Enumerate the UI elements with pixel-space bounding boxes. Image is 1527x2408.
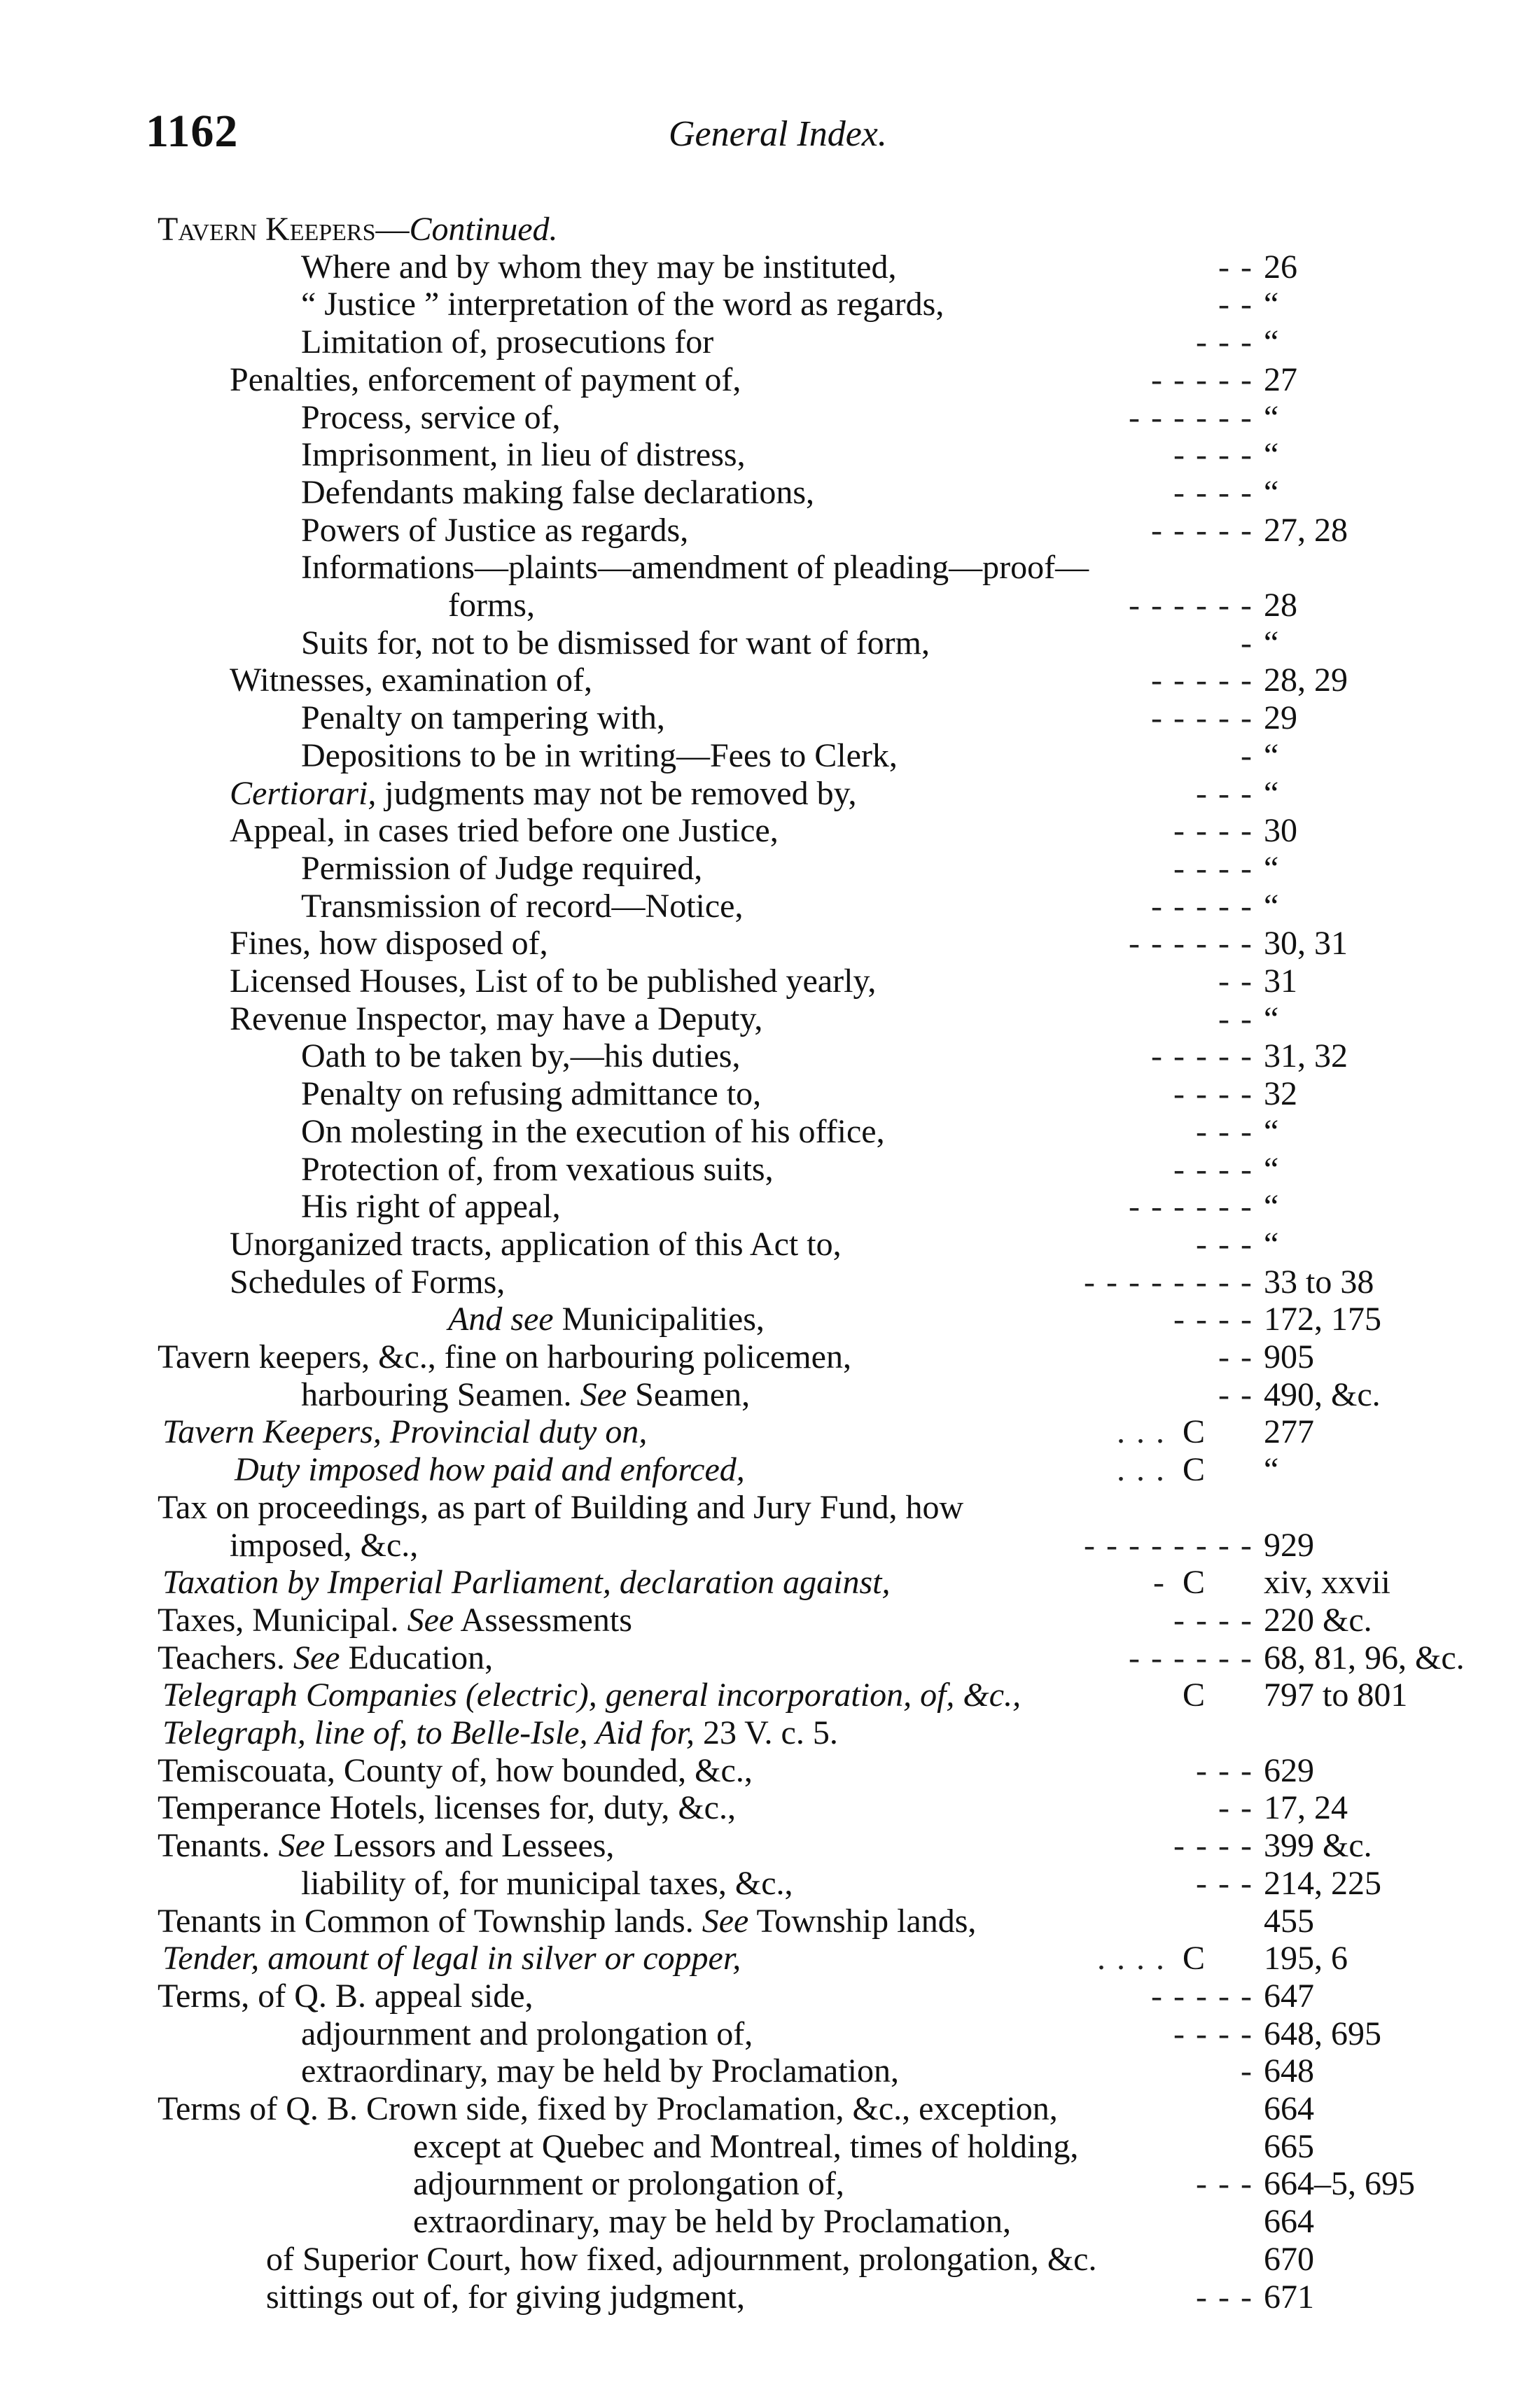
index-entry [0, 210, 1527, 249]
entry-page-ref: “ [1264, 888, 1279, 925]
entry-main: Licensed Houses, List of to be published yearly, [230, 962, 877, 1000]
index-entry [0, 1450, 1527, 1490]
entry-text [301, 1187, 561, 1226]
entry-text [413, 2164, 844, 2204]
entry-main: extraordinary, may be held by Proclamation, [413, 2203, 1011, 2240]
entry-column-mark: C [1182, 1451, 1205, 1488]
entry-main: Depositions to be in writing—Fees to Clerk, [301, 737, 898, 774]
entry-leader: - [1241, 624, 1253, 662]
entry-italic: Tavern Keepers, Provincial duty on, [162, 1413, 648, 1450]
entry-page-ref: 664–5, 695 [1264, 2165, 1415, 2202]
index-entry [0, 699, 1527, 738]
entry-text [301, 2015, 753, 2054]
entry-main: Process, service of, [301, 399, 561, 436]
index-entry [0, 1263, 1527, 1302]
index-entry [0, 1376, 1527, 1415]
entry-text [162, 1676, 1021, 1715]
entry-page-ref: “ [1264, 286, 1279, 323]
index-entry [0, 1037, 1527, 1076]
entry-main: adjournment and prolongation of, [301, 2015, 753, 2052]
entry-leader: - - - [1196, 1865, 1253, 1902]
entry-main: 23 V. c. 5. [694, 1714, 838, 1751]
entry-see-target: Assessments [454, 1602, 632, 1639]
index-entry [0, 1526, 1527, 1565]
entry-main: Penalty on refusing admittance to, [301, 1075, 762, 1112]
index-entry [0, 2240, 1527, 2279]
entry-main: Protection of, from vexatious suits, [301, 1151, 774, 1188]
entry-page-ref: 797 to 801 [1264, 1676, 1408, 1714]
index-entry [0, 1826, 1527, 1865]
entry-page-ref: 29 [1264, 699, 1297, 736]
entry-main: Tenants in Common of Township lands. [158, 1903, 694, 1940]
index-entry [0, 736, 1527, 776]
index-entry [0, 2015, 1527, 2054]
entry-page-ref: “ [1264, 436, 1279, 473]
entry-page-ref: “ [1264, 850, 1279, 887]
entry-text [301, 548, 1089, 587]
entry-text [413, 2127, 1078, 2166]
entry-leader: - - - - - - [1129, 1639, 1253, 1676]
entry-leader: - - - - - - [1129, 1188, 1253, 1225]
entry-page-ref: “ [1264, 1226, 1279, 1263]
entry-text [301, 736, 898, 776]
entry-page-ref: “ [1264, 474, 1279, 511]
entry-page-ref: 277 [1264, 1413, 1314, 1450]
entry-see: See [693, 1903, 749, 1940]
entry-text [158, 1601, 632, 1640]
entry-leader: - - - - - - [1129, 399, 1253, 436]
entry-see: See [571, 1376, 627, 1413]
entry-italic: And see [448, 1301, 554, 1338]
entry-page-ref: xiv, xxvii [1264, 1564, 1390, 1601]
entry-leader: - [1241, 2052, 1253, 2090]
index-entry [0, 1864, 1527, 1903]
entry-text [158, 2090, 1058, 2129]
entry-text [301, 398, 561, 438]
entry-continued: Continued. [409, 211, 558, 248]
index-entry [0, 1563, 1527, 1602]
entry-main: harbouring Seamen. [301, 1376, 572, 1413]
entry-main: sittings out of, for giving judgment, [266, 2278, 745, 2316]
entry-page-ref: 31 [1264, 962, 1297, 1000]
entry-see: See [398, 1602, 454, 1639]
entry-page-ref: 671 [1264, 2278, 1314, 2316]
index-entry [0, 2202, 1527, 2241]
entry-text [301, 887, 743, 926]
entry-text [301, 511, 688, 550]
entry-leader: - - [1218, 248, 1253, 286]
entry-main: Imprisonment, in lieu of distress, [301, 436, 746, 473]
index-entry [0, 1225, 1527, 1264]
entry-main: Temiscouata, County of, how bounded, &c., [158, 1752, 753, 1789]
entry-page-ref: “ [1264, 1188, 1279, 1225]
entry-leader: - - [1218, 1338, 1253, 1376]
index-entry [0, 1977, 1527, 2016]
index-entry [0, 248, 1527, 287]
index-entry [0, 1000, 1527, 1039]
entry-text [158, 1751, 753, 1791]
entry-page-ref: 665 [1264, 2128, 1314, 2165]
page-number: 1162 [146, 106, 239, 157]
index-entry [0, 1902, 1527, 1941]
entry-column-mark: C [1182, 1413, 1205, 1450]
entry-leader: - - [1218, 286, 1253, 323]
entry-leader: - - - [1196, 2278, 1253, 2316]
entry-leader: - - - - [1173, 850, 1253, 887]
entry-main: On molesting in the execution of his office, [301, 1113, 885, 1150]
entry-text [230, 962, 876, 1001]
entry-page-ref: 17, 24 [1264, 1789, 1348, 1826]
entry-text [266, 2278, 745, 2317]
entry-italic: Telegraph, line of, to Belle-Isle, Aid for, [162, 1714, 695, 1751]
entry-leader: - - - - [1173, 2015, 1253, 2052]
entry-text [162, 1939, 741, 1978]
index-entry [0, 1939, 1527, 1978]
entry-page-ref: 648, 695 [1264, 2015, 1381, 2052]
entry-see-target: Lessors and Lessees, [325, 1827, 615, 1864]
entry-page-ref: “ [1264, 737, 1279, 774]
entry-page-ref: 27, 28 [1264, 512, 1348, 549]
entry-main: Schedules of Forms, [230, 1264, 505, 1301]
entry-italic: Duty imposed how paid and enforced, [235, 1451, 745, 1488]
entry-leader: - - - [1196, 1226, 1253, 1263]
entry-leader: - - - [1196, 1113, 1253, 1150]
entry-page-ref: 28 [1264, 587, 1297, 624]
index-entry [0, 2090, 1527, 2129]
index-entry [0, 473, 1527, 512]
index-entry [0, 624, 1527, 663]
entry-text [230, 1526, 418, 1565]
entry-main: Transmission of record—Notice, [301, 888, 744, 925]
entry-leader: - [1241, 737, 1253, 774]
entry-main: Teachers. [158, 1639, 285, 1676]
entry-text [230, 1000, 762, 1039]
entry-text [301, 473, 814, 512]
entry-page-ref: “ [1264, 323, 1279, 360]
index-entry [0, 511, 1527, 550]
index-entry [0, 887, 1527, 926]
index-entry [0, 1074, 1527, 1114]
entry-page-ref: 28, 29 [1264, 662, 1348, 699]
entry-text [301, 248, 896, 287]
entry-leader: - - - - - [1151, 361, 1253, 398]
index-entry [0, 360, 1527, 400]
entry-italic: Certiorari, [230, 775, 377, 812]
entry-text [266, 2240, 1096, 2279]
entry-text [158, 1826, 614, 1865]
entry-leader: - - - - - [1151, 512, 1253, 549]
index-entry [0, 1488, 1527, 1527]
entry-main: except at Quebec and Montreal, times of holding, [413, 2128, 1079, 2165]
entry-see: See [284, 1639, 340, 1676]
entry-main: of Superior Court, how fixed, adjournment, prolongation, &c. [266, 2241, 1097, 2278]
entry-main: Penalty on tampering with, [301, 699, 665, 736]
entry-text [301, 1376, 750, 1415]
entry-main: Oath to be taken by,—his duties, [301, 1037, 741, 1074]
entry-text [301, 1150, 774, 1189]
entry-see-target: Seamen, [627, 1376, 751, 1413]
entry-text [235, 1450, 745, 1490]
index-entry [0, 1639, 1527, 1678]
entry-page-ref: “ [1264, 399, 1279, 436]
entry-page-ref: 30 [1264, 812, 1297, 849]
entry-page-ref: “ [1264, 775, 1279, 812]
entry-page-ref: 27 [1264, 361, 1297, 398]
entry-column-mark: C [1182, 1676, 1205, 1714]
entry-main: His right of appeal, [301, 1188, 561, 1225]
entry-main: Witnesses, examination of, [230, 662, 592, 699]
index-entry [0, 1714, 1527, 1753]
entry-leader: - - - [1196, 323, 1253, 360]
entry-page-ref: “ [1264, 1451, 1279, 1488]
entry-leader: - - - - [1173, 812, 1253, 849]
entry-leader: - - - - - [1151, 888, 1253, 925]
entry-main: extraordinary, may be held by Proclamation, [301, 2052, 899, 2090]
index-entry [0, 811, 1527, 850]
entry-main: Informations—plaints—amendment of pleading—proof— [301, 549, 1089, 586]
entry-main: Terms of Q. B. Crown side, fixed by Proclamation, &c., exception, [158, 2090, 1058, 2127]
entry-text [158, 1788, 736, 1828]
entry-text [301, 849, 702, 888]
entry-main: Fines, how disposed of, [230, 925, 548, 962]
entry-page-ref: 68, 81, 96, &c. [1264, 1639, 1465, 1676]
entry-text [158, 210, 558, 249]
entry-page-ref: 664 [1264, 2203, 1314, 2240]
entry-page-ref: “ [1264, 624, 1279, 662]
index-entry [0, 2164, 1527, 2204]
index-entry [0, 586, 1527, 625]
entry-text [301, 1074, 761, 1114]
index-entry [0, 323, 1527, 362]
entry-italic: Taxation by Imperial Parliament, declaration against, [162, 1564, 891, 1601]
entry-leader: - - - - - - [1129, 925, 1253, 962]
entry-text [230, 924, 548, 963]
entry-leader: - - - - - [1151, 1977, 1253, 2015]
entry-text [448, 1300, 765, 1339]
entry-text [448, 586, 535, 625]
entry-page-ref: 195, 6 [1264, 1940, 1348, 1977]
entry-main: Suits for, not to be dismissed for want of form, [301, 624, 930, 662]
entry-text [301, 323, 713, 362]
entry-leader: - - [1218, 1000, 1253, 1037]
entry-leader: - - - [1196, 2165, 1253, 2202]
index-entry [0, 2127, 1527, 2166]
index-entry [0, 1150, 1527, 1189]
entry-page-ref: 664 [1264, 2090, 1314, 2127]
entry-main: Temperance Hotels, licenses for, duty, &c., [158, 1789, 736, 1826]
entry-text [230, 811, 779, 850]
entry-text [158, 1488, 963, 1527]
index-entry [0, 924, 1527, 963]
index-entry [0, 1300, 1527, 1339]
index-entry [0, 548, 1527, 587]
entry-main: Where and by whom they may be instituted, [301, 248, 897, 286]
index-entry [0, 849, 1527, 888]
entry-main: forms, [448, 587, 535, 624]
entry-leader: - [1153, 1564, 1166, 1601]
entry-main: Tenants. [158, 1827, 270, 1864]
entry-text [301, 1864, 793, 1903]
entry-leader: - - - - [1173, 1602, 1253, 1639]
entry-text [301, 699, 665, 738]
entry-leader: - - - - [1173, 1151, 1253, 1188]
entry-main: Tavern keepers, &c., fine on harbouring policemen, [158, 1338, 851, 1376]
entry-leader: - - - [1196, 1752, 1253, 1789]
entry-page-ref: 905 [1264, 1338, 1314, 1376]
entry-text [230, 360, 741, 400]
entry-page-ref: “ [1264, 1000, 1279, 1037]
entry-main: Revenue Inspector, may have a Deputy, [230, 1000, 763, 1037]
entry-main: judgments may not be removed by, [376, 775, 857, 812]
entry-text [413, 2202, 1011, 2241]
entry-text [230, 774, 856, 813]
entry-leader: . . . . [1097, 1940, 1166, 1977]
entry-leader: - - - - - [1151, 662, 1253, 699]
entry-page-ref: 648 [1264, 2052, 1314, 2090]
entry-page-ref: “ [1264, 1151, 1279, 1188]
entry-leader: - - - - - [1151, 1037, 1253, 1074]
entry-main: Tax on proceedings, as part of Building and Jury Fund, how [158, 1489, 964, 1526]
entry-main: Appeal, in cases tried before one Justice, [230, 812, 779, 849]
entry-page-ref: 214, 225 [1264, 1865, 1381, 1902]
index-entry [0, 1413, 1527, 1452]
entry-page-ref: 490, &c. [1264, 1376, 1381, 1413]
entry-see: See [270, 1827, 326, 1864]
entry-column-mark: C [1182, 1564, 1205, 1601]
entry-leader: - - - - - [1151, 699, 1253, 736]
entry-main: Taxes, Municipal. [158, 1602, 399, 1639]
running-head: General Index. [669, 114, 887, 154]
entry-see-target: Township lands, [748, 1903, 977, 1940]
entry-text [301, 285, 944, 324]
entry-text [301, 1037, 740, 1076]
entry-page-ref: 33 to 38 [1264, 1264, 1374, 1301]
entry-text [301, 435, 746, 475]
entry-main: Permission of Judge required, [301, 850, 703, 887]
entry-leader: - - - [1196, 775, 1253, 812]
entry-leader: - - - - - - - - [1084, 1527, 1253, 1564]
entry-main: adjournment or prolongation of, [413, 2165, 844, 2202]
entry-italic: Telegraph Companies (electric), general incorporation, of, &c., [162, 1676, 1022, 1714]
entry-text [162, 1563, 891, 1602]
index-entry [0, 398, 1527, 438]
entry-page-ref: 399 &c. [1264, 1827, 1372, 1864]
entry-leader: . . . [1117, 1413, 1166, 1450]
entry-page-ref: 220 &c. [1264, 1602, 1372, 1639]
entry-text [230, 1263, 505, 1302]
index-entry [0, 1751, 1527, 1791]
entry-text [158, 1639, 493, 1678]
entry-main: Municipalities, [553, 1301, 765, 1338]
entry-leader: - - - - [1173, 474, 1253, 511]
entry-leader: - - - - [1173, 436, 1253, 473]
entry-page-ref: 670 [1264, 2241, 1314, 2278]
entry-main: “ Justice ” interpretation of the word as regards, [301, 286, 944, 323]
entry-column-mark: C [1182, 1940, 1205, 1977]
entry-main: Terms, of Q. B. appeal side, [158, 1977, 534, 2015]
entry-main: Penalties, enforcement of payment of, [230, 361, 741, 398]
entry-text [301, 624, 930, 663]
entry-leader: - - [1218, 962, 1253, 1000]
entry-main: Powers of Justice as regards, [301, 512, 689, 549]
entry-leader: - - - - [1173, 1301, 1253, 1338]
index-entry [0, 774, 1527, 813]
entry-text [162, 1714, 838, 1753]
entry-leader: . . . [1117, 1451, 1166, 1488]
entry-main: Tavern Keepers— [158, 211, 410, 248]
entry-main: Defendants making false declarations, [301, 474, 815, 511]
entry-italic: Tender, amount of legal in silver or copper, [162, 1940, 741, 1977]
entry-page-ref: 455 [1264, 1903, 1314, 1940]
entry-page-ref: 32 [1264, 1075, 1297, 1112]
entry-main: Limitation of, prosecutions for [301, 323, 714, 360]
index-entry [0, 1112, 1527, 1152]
entry-leader: - - - - - - - - [1084, 1264, 1253, 1301]
entry-main: Unorganized tracts, application of this Act to, [230, 1226, 842, 1263]
entry-leader: - - - - [1173, 1075, 1253, 1112]
index-entry [0, 1676, 1527, 1715]
entry-leader: - - [1218, 1789, 1253, 1826]
entry-text [158, 1902, 976, 1941]
entry-page-ref: “ [1264, 1113, 1279, 1150]
entry-text [162, 1413, 647, 1452]
index-entry [0, 1187, 1527, 1226]
entry-main: liability of, for municipal taxes, &c., [301, 1865, 793, 1902]
index-entry [0, 2052, 1527, 2091]
entry-leader: - - - - - - [1129, 587, 1253, 624]
index-entry [0, 661, 1527, 700]
index-entry [0, 435, 1527, 475]
index-entry [0, 285, 1527, 324]
entry-text [158, 1977, 534, 2016]
entry-page-ref: 172, 175 [1264, 1301, 1381, 1338]
entry-text [158, 1338, 851, 1377]
entry-page-ref: 26 [1264, 248, 1297, 286]
entry-page-ref: 647 [1264, 1977, 1314, 2015]
entry-text [301, 1112, 885, 1152]
entry-text [230, 661, 592, 700]
entry-main: imposed, &c., [230, 1527, 419, 1564]
entry-page-ref: 31, 32 [1264, 1037, 1348, 1074]
index-entry [0, 1338, 1527, 1377]
entry-see-target: Education, [340, 1639, 494, 1676]
index-entry [0, 962, 1527, 1001]
entry-page-ref: 629 [1264, 1752, 1314, 1789]
index-entry [0, 1601, 1527, 1640]
entry-text [230, 1225, 842, 1264]
entry-leader: - - - - [1173, 1827, 1253, 1864]
entry-page-ref: 30, 31 [1264, 925, 1348, 962]
entry-page-ref: 929 [1264, 1527, 1314, 1564]
entry-leader: - - [1218, 1376, 1253, 1413]
entry-text [301, 2052, 899, 2091]
index-entry [0, 1788, 1527, 1828]
index-entry [0, 2278, 1527, 2317]
